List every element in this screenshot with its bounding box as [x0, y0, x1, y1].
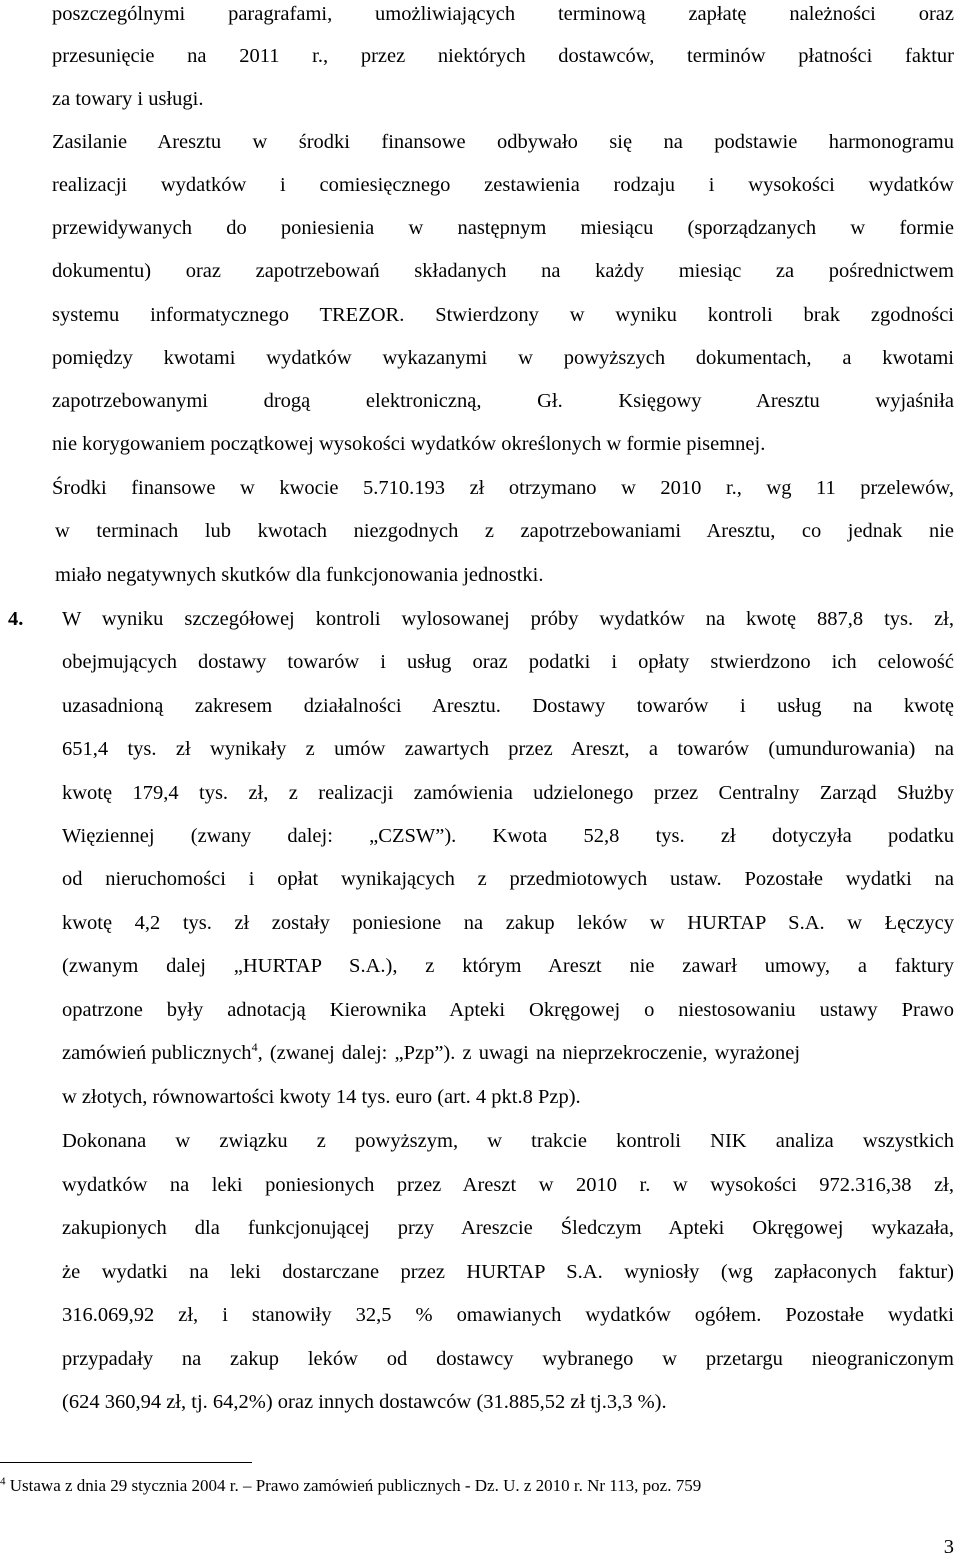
text-line: uzasadnioną zakresem działalności Aresztu. Dostawy towarów i usług na kwotę	[62, 695, 954, 717]
text-line: w terminach lub kwotach niezgodnych z zapotrzebowaniami Aresztu, co jednak nie	[55, 520, 954, 542]
text-line: wydatków na leki poniesionych przez Areszt w 2010 r. w wysokości 972.316,38 zł,	[62, 1174, 954, 1196]
text-line: zakupionych dla funkcjonującej przy Areszcie Śledczym Apteki Okręgowej wykazała,	[62, 1217, 954, 1239]
text-line: miało negatywnych skutków dla funkcjonowania jednostki.	[55, 564, 544, 586]
text-line: pomiędzy kwotami wydatków wykazanymi w powyższych dokumentach, a kwotami	[52, 347, 954, 369]
footnote	[0, 1474, 701, 1498]
text-line: realizacji wydatków i comiesięcznego zestawienia rodzaju i wysokości wydatków	[52, 174, 954, 196]
text-line: poszczególnymi paragrafami, umożliwiających terminową zapłatę należności oraz	[52, 3, 954, 25]
text-line: W wyniku szczegółowej kontroli wylosowanej próby wydatków na kwotę 887,8 tys. zł,	[62, 608, 954, 630]
text-line: przypadały na zakup leków od dostawcy wybranego w przetargu nieograniczonym	[62, 1348, 954, 1370]
text-line: zapotrzebowanymi drogą elektroniczną, Gł. Księgowy Aresztu wyjaśniła	[52, 390, 954, 412]
text-line: nie korygowaniem początkowej wysokości wydatków określonych w formie pisemnej.	[52, 433, 766, 455]
text-line: kwotę 4,2 tys. zł zostały poniesione na zakup leków w HURTAP S.A. w Łęczycy	[62, 912, 954, 934]
text-line: przewidywanych do poniesienia w następnym miesiącu (sporządzanych w formie	[52, 217, 954, 239]
text-line: opatrzone były adnotacją Kierownika Apteki Okręgowej o niestosowaniu ustawy Prawo	[62, 999, 954, 1021]
text-line: obejmujących dostawy towarów i usług oraz podatki i opłaty stwierdzono ich celowość	[62, 651, 954, 673]
text-line: Środki finansowe w kwocie 5.710.193 zł otrzymano w 2010 r., wg 11 przelewów,	[52, 477, 954, 499]
text-line: za towary i usługi.	[52, 88, 204, 110]
text-line: w złotych, równowartości kwoty 14 tys. euro (art. 4 pkt.8 Pzp).	[62, 1086, 581, 1108]
text-line: od nieruchomości i opłat wynikających z przedmiotowych ustaw. Pozostałe wydatki na	[62, 868, 954, 890]
text-line: 316.069,92 zł, i stanowiły 32,5 % omawianych wydatków ogółem. Pozostałe wydatki	[62, 1304, 954, 1326]
text-fragment: zamówień publicznych	[62, 1042, 252, 1064]
text-fragment: , (zwanej dalej: „Pzp”). z uwagi na nieprzekroczenie, wyrażonej	[257, 1042, 801, 1064]
list-item-number: 4.	[8, 608, 24, 630]
text-line: przesunięcie na 2011 r., przez niektórych dostawców, terminów płatności faktur	[52, 45, 954, 67]
text-line: (624 360,94 zł, tj. 64,2%) oraz innych dostawców (31.885,52 zł tj.3,3 %).	[62, 1391, 667, 1413]
footnote-marker: 4	[0, 1475, 6, 1488]
footnote-separator	[0, 1462, 252, 1463]
text-line: kwotę 179,4 tys. zł, z realizacji zamówienia udzielonego przez Centralny Zarząd Służby	[62, 782, 954, 804]
text-line: (zwanym dalej „HURTAP S.A.), z którym Areszt nie zawarł umowy, a faktury	[62, 955, 954, 977]
text-line: Dokonana w związku z powyższym, w trakcie kontroli NIK analiza wszystkich	[62, 1130, 954, 1152]
text-line	[62, 1039, 800, 1067]
page-number: 3	[943, 1536, 954, 1558]
text-line: Zasilanie Aresztu w środki finansowe odbywało się na podstawie harmonogramu	[52, 131, 954, 153]
text-line: 651,4 tys. zł wynikały z umów zawartych przez Areszt, a towarów (umundurowania) na	[62, 738, 954, 760]
footnote-reference[interactable]: 4	[251, 1040, 258, 1055]
text-line: że wydatki na leki dostarczane przez HURTAP S.A. wyniosły (wg zapłaconych faktur)	[62, 1261, 954, 1283]
text-line: Więziennej (zwany dalej: „CZSW”). Kwota 52,8 tys. zł dotyczyła podatku	[62, 825, 954, 847]
text-line: dokumentu) oraz zapotrzebowań składanych na każdy miesiąc za pośrednictwem	[52, 260, 954, 282]
text-line: systemu informatycznego TREZOR. Stwierdzony w wyniku kontroli brak zgodności	[52, 304, 954, 326]
footnote-text: Ustawa z dnia 29 stycznia 2004 r. – Prawo zamówień publicznych - Dz. U. z 2010 r. Nr 113, poz. 759	[5, 1476, 702, 1495]
